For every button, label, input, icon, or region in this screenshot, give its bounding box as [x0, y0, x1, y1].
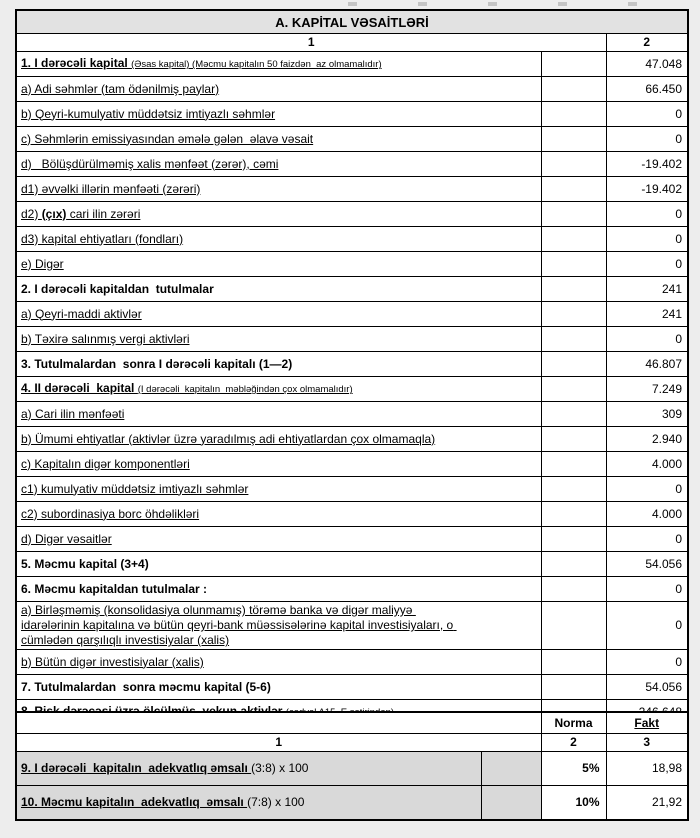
row-label-cell	[16, 52, 541, 77]
row-spacer-cell	[541, 502, 606, 527]
row-label-cell	[16, 352, 541, 377]
row-label-cell	[16, 527, 541, 552]
table-row	[16, 552, 688, 577]
table-row	[16, 127, 688, 152]
row-value-cell: 241	[606, 277, 688, 302]
table-row	[16, 675, 688, 700]
fakt-header: Fakt	[606, 712, 688, 734]
row-value-cell: 241	[606, 302, 688, 327]
row-spacer-cell	[541, 377, 606, 402]
row-label-cell	[16, 127, 541, 152]
table-row	[16, 502, 688, 527]
column-header-1: 1	[16, 34, 606, 52]
row-value-cell: 4.000	[606, 452, 688, 477]
label-text: b) Təxirə salınmış vergi aktivləri	[21, 331, 190, 346]
table-row	[16, 402, 688, 427]
index-header-2: 2	[541, 734, 606, 752]
row-value-cell: 0	[606, 327, 688, 352]
row-label-cell	[16, 327, 541, 352]
cropped-row-fragment	[418, 2, 427, 6]
row-value-cell: 0	[606, 650, 688, 675]
table-row	[16, 77, 688, 102]
label-text: 5. Məcmu kapital (3+4)	[21, 556, 149, 571]
label-text: 2. I dərəcəli kapitaldan tutulmalar	[21, 281, 214, 296]
label-text: 10. Məcmu kapitalın adekvatlıq əmsalı	[21, 795, 248, 809]
row-value-cell: 66.450	[606, 77, 688, 102]
row-label-cell	[16, 427, 541, 452]
table-title: A. KAPİTAL VƏSAİTLƏRİ	[16, 10, 688, 34]
table-title-row	[16, 10, 688, 34]
row-label-cell	[16, 152, 541, 177]
row-value-cell: 7.249	[606, 377, 688, 402]
row-value-cell: 0	[606, 477, 688, 502]
table-row	[16, 202, 688, 227]
row-spacer-cell	[541, 302, 606, 327]
label-text: (3:8) x 100	[251, 761, 309, 775]
row-value-cell: 0	[606, 602, 688, 650]
row-value-cell: 0	[606, 127, 688, 152]
capital-table	[15, 9, 689, 726]
row-spacer-cell	[541, 602, 606, 650]
row-value-cell: 46.807	[606, 352, 688, 377]
column-header-2: 2	[606, 34, 688, 52]
ratio-table-body	[16, 752, 688, 821]
row-value-cell: 47.048	[606, 52, 688, 77]
row-spacer-cell	[541, 650, 606, 675]
table-row	[16, 452, 688, 477]
table-row	[16, 602, 688, 650]
table-row	[16, 377, 688, 402]
row-value-cell: 54.056	[606, 552, 688, 577]
label-text: 1. I dərəcəli kapital	[21, 56, 132, 70]
table-row	[16, 227, 688, 252]
row-value-cell: 2.940	[606, 427, 688, 452]
row-label-cell	[16, 552, 541, 577]
label-text: 3. Tutulmalardan sonra I dərəcəli kapitalı (1—2)	[21, 356, 293, 371]
label-text: 9. I dərəcəli kapitalın adekvatlıq əmsalı	[21, 761, 252, 775]
ratio-header-row	[16, 712, 688, 734]
row-value-cell: 309	[606, 402, 688, 427]
label-text: 7. Tutulmalardan sonra məcmu kapital (5-6)	[21, 679, 271, 694]
row-spacer-cell	[541, 527, 606, 552]
row-spacer-cell	[541, 227, 606, 252]
row-spacer-cell	[541, 675, 606, 700]
adequacy-ratio-table	[15, 711, 689, 821]
row-label-cell	[16, 502, 541, 527]
row-spacer-cell	[541, 477, 606, 502]
table-row	[16, 152, 688, 177]
row-spacer-cell	[541, 427, 606, 452]
row-label-cell	[16, 277, 541, 302]
table-row	[16, 527, 688, 552]
table-row	[16, 577, 688, 602]
row-label-cell	[16, 202, 541, 227]
row-label-cell	[16, 302, 541, 327]
table-row	[16, 786, 688, 821]
row-value-cell: 0	[606, 577, 688, 602]
row-value-cell: 0	[606, 527, 688, 552]
label-text: c) Kapitalın digər komponentləri	[21, 456, 190, 471]
row-spacer-cell	[541, 552, 606, 577]
table-row	[16, 650, 688, 675]
norma-value-cell: 5%	[541, 752, 606, 786]
row-spacer-cell	[541, 252, 606, 277]
row-value-cell: 0	[606, 252, 688, 277]
row-value-cell: 0	[606, 202, 688, 227]
label-text: c2) subordinasiya borc öhdəlikləri	[21, 506, 200, 521]
table-row	[16, 302, 688, 327]
label-text: d3) kapital ehtiyatları (fondları)	[21, 231, 184, 246]
table-row	[16, 102, 688, 127]
ratio-header-spacer	[16, 712, 541, 734]
row-spacer-cell	[481, 752, 541, 786]
row-value-cell: 54.056	[606, 675, 688, 700]
table-row	[16, 177, 688, 202]
fakt-value-cell: 21,92	[606, 786, 688, 821]
table-row	[16, 52, 688, 77]
row-spacer-cell	[541, 352, 606, 377]
cropped-row-fragment	[628, 2, 637, 6]
row-spacer-cell	[481, 786, 541, 821]
row-label-cell	[16, 452, 541, 477]
row-value-cell: -19.402	[606, 177, 688, 202]
label-text: (I dərəcəli kapitalın məbləğindən çox olmamalıdır)	[137, 384, 353, 395]
norma-header: Norma	[541, 712, 606, 734]
row-spacer-cell	[541, 127, 606, 152]
label-text: 4. II dərəcəli kapital	[21, 381, 138, 395]
row-spacer-cell	[541, 577, 606, 602]
label-text: a) Adi səhmlər (tam ödənilmiş paylar)	[21, 81, 220, 96]
label-text: (çıx)	[41, 206, 67, 221]
label-text: 6. Məcmu kapitaldan tutulmalar :	[21, 581, 208, 596]
cropped-row-fragment	[488, 2, 497, 6]
row-label-cell	[16, 602, 541, 650]
label-text: e) Digər	[21, 256, 64, 271]
row-label-cell	[16, 577, 541, 602]
row-spacer-cell	[541, 52, 606, 77]
norma-value-cell: 10%	[541, 786, 606, 821]
row-label-cell	[16, 377, 541, 402]
label-text: d) Bölüşdürülməmiş xalis mənfəət (zərər), cəmi	[21, 156, 279, 171]
label-text: d) Digər vəsaitlər	[21, 531, 112, 546]
row-value-cell: -19.402	[606, 152, 688, 177]
row-label-cell	[16, 402, 541, 427]
row-label-cell	[16, 786, 481, 821]
index-header-1: 1	[16, 734, 541, 752]
label-text: cari ilin zərəri	[66, 206, 141, 221]
row-spacer-cell	[541, 402, 606, 427]
label-text: b) Bütün digər investisiyalar (xalis)	[21, 654, 204, 669]
row-value-cell: 0	[606, 227, 688, 252]
row-label-cell	[16, 675, 541, 700]
row-value-cell: 0	[606, 102, 688, 127]
label-text: b) Ümumi ehtiyatlar (aktivlər üzrə yaradılmış adi ehtiyatlardan çox olmamaqla)	[21, 431, 436, 446]
label-text: c) Səhmlərin emissiyasından əmələ gələn əlavə vəsait	[21, 131, 314, 146]
row-label-cell	[16, 177, 541, 202]
row-label-cell	[16, 227, 541, 252]
row-label-cell	[16, 252, 541, 277]
table-row	[16, 327, 688, 352]
table-row	[16, 352, 688, 377]
row-label-cell	[16, 477, 541, 502]
cropped-row-fragment	[558, 2, 567, 6]
row-spacer-cell	[541, 277, 606, 302]
row-label-cell	[16, 102, 541, 127]
label-text: (Əsas kapital) (Məcmu kapitalın 50 faizdən az olmamalıdır)	[131, 59, 382, 70]
label-text: (7:8) x 100	[247, 795, 305, 809]
label-text: d2)	[21, 206, 42, 221]
cropped-row-fragment	[348, 2, 357, 6]
row-spacer-cell	[541, 102, 606, 127]
column-header-row	[16, 34, 688, 52]
index-header-3: 3	[606, 734, 688, 752]
row-label-cell	[16, 752, 481, 786]
table-row	[16, 427, 688, 452]
row-spacer-cell	[541, 202, 606, 227]
table-row	[16, 277, 688, 302]
label-text: d1) əvvəlki illərin mənfəəti (zərəri)	[21, 181, 201, 196]
label-text: c1) kumulyativ müddətsiz imtiyazlı səhmlər	[21, 481, 249, 496]
row-spacer-cell	[541, 77, 606, 102]
label-text: a) Cari ilin mənfəəti	[21, 406, 125, 421]
row-spacer-cell	[541, 177, 606, 202]
row-value-cell: 4.000	[606, 502, 688, 527]
label-text: b) Qeyri-kumulyativ müddətsiz imtiyazlı səhmlər	[21, 106, 276, 121]
row-spacer-cell	[541, 452, 606, 477]
row-spacer-cell	[541, 327, 606, 352]
row-label-cell	[16, 650, 541, 675]
row-label-cell	[16, 77, 541, 102]
table-row	[16, 752, 688, 786]
label-text: a) Qeyri-maddi aktivlər	[21, 306, 142, 321]
row-spacer-cell	[541, 152, 606, 177]
capital-table-body	[16, 52, 688, 726]
table-row	[16, 252, 688, 277]
fakt-value-cell: 18,98	[606, 752, 688, 786]
label-text: a) Birləşməmiş (konsolidasiya olunmamış) törəmə banka və digər maliyyə idarələrinin kapitalına və bütün qeyri-bank müəssisələrinə kapital investisiyaları, o cümlədən qarşılıqlı investisiyalar (xalis)	[21, 603, 457, 647]
table-row	[16, 477, 688, 502]
ratio-index-row	[16, 734, 688, 752]
